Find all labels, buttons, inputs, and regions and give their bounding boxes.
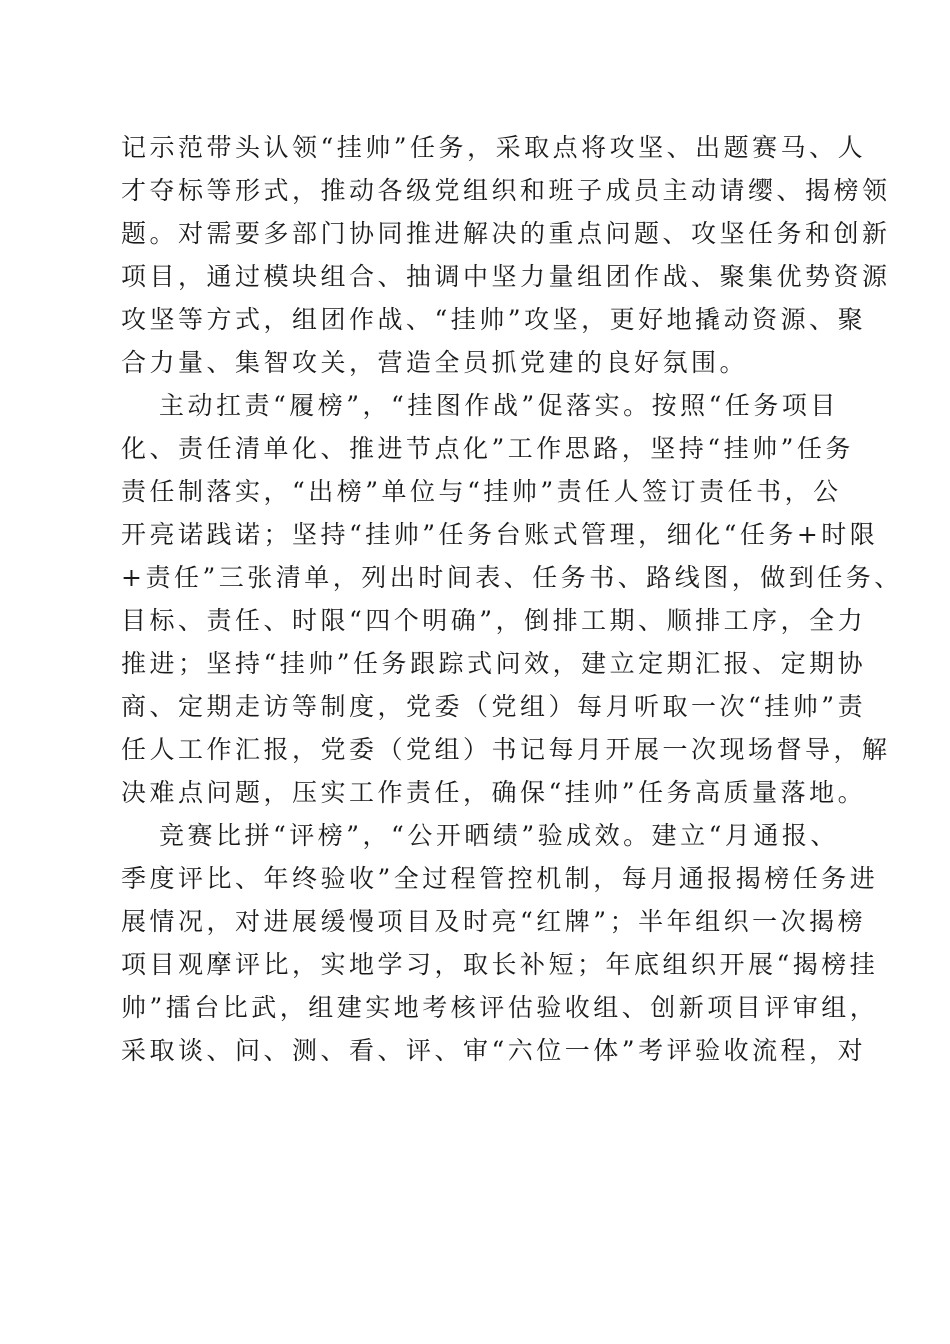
text-line: 化、责任清单化、推进节点化”工作思路，坚持“挂帅”任务 [121,434,854,463]
text-line: 项目，通过模块组合、抽调中坚力量组团作战、聚集优势资源 [121,262,891,291]
text-line: 商、定期走访等制度，党委（党组）每月听取一次“挂帅”责 [121,692,867,721]
text-line: 攻坚等方式，组团作战、“挂帅”攻坚，更好地撬动资源、聚 [121,305,867,334]
text-line: 题。对需要多部门协同推进解决的重点问题、攻坚任务和创新 [121,219,891,248]
text-line: 推进；坚持“挂帅”任务跟踪式问效，建立定期汇报、定期协 [121,649,867,678]
text-line: 责任制落实，“出榜”单位与“挂帅”责任人签订责任书，公 [121,477,842,506]
paragraph-heading-line: 竞赛比拼“评榜”，“公开晒绩”验成效。建立“月通报、 [159,821,839,850]
text-line: 帅”擂台比武，组建实地考核评估验收组、创新项目评审组， [121,993,879,1022]
text-line: 展情况，对进展缓慢项目及时亮“红牌”；半年组织一次揭榜 [121,907,867,936]
text-line: 项目观摩评比，实地学习，取长补短；年底组织开展“揭榜挂 [121,950,879,979]
text-line: 季度评比、年终验收”全过程管控机制，每月通报揭榜任务进 [121,864,879,893]
text-line: 目标、责任、时限“四个明确”，倒排工期、顺排工序，全力 [121,606,867,635]
paragraph-heading-line: 主动扛责“履榜”，“挂图作战”促落实。按照“任务项目 [159,391,839,420]
text-line: 采取谈、问、测、看、评、审“六位一体”考评验收流程，对 [121,1036,867,1065]
text-line: 任人工作汇报，党委（党组）书记每月开展一次现场督导，解 [121,735,891,764]
body-text [121,126,903,1072]
text-line: 记示范带头认领“挂帅”任务，采取点将攻坚、出题赛马、人 [121,133,867,162]
text-line: 开亮诺践诺；坚持“挂帅”任务台账式管理，细化“任务+时限 [121,520,879,549]
text-line: +责任”三张清单，列出时间表、任务书、路线图，做到任务、 [121,563,903,592]
text-line: 决难点问题，压实工作责任，确保“挂帅”任务高质量落地。 [121,778,867,807]
text-line: 合力量、集智攻关，营造全员抓党建的良好氛围。 [121,348,749,377]
text-line: 才夺标等形式，推动各级党组织和班子成员主动请缨、揭榜领 [121,176,891,205]
